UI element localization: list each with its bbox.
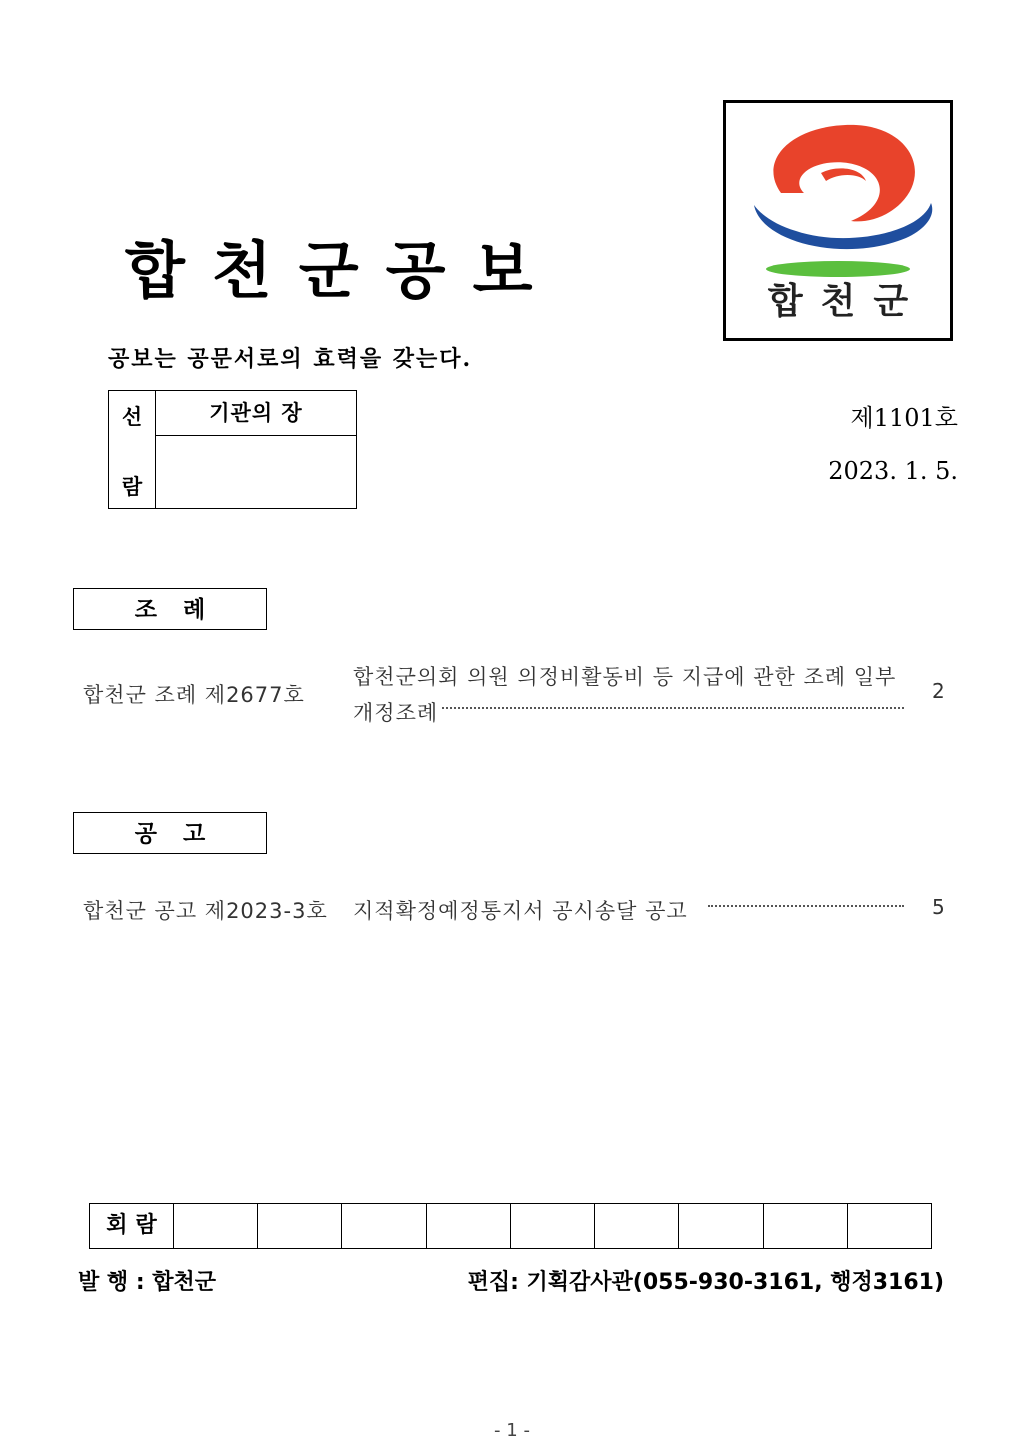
circulation-table: [89, 1203, 932, 1249]
ordinance-page: 2: [932, 679, 945, 703]
page-title: 합천군공보: [125, 234, 560, 307]
circulation-cell: [764, 1204, 848, 1248]
circulation-cell: [679, 1204, 763, 1248]
ordinance-title-line2: 개정조례: [353, 701, 439, 725]
circulation-cell: [342, 1204, 426, 1248]
issue-number: 제1101호: [850, 404, 958, 432]
notice-page: 5: [932, 895, 945, 919]
review-header: 기관의 장: [156, 391, 356, 436]
circulation-cell: [848, 1204, 931, 1248]
circulation-cell: [258, 1204, 342, 1248]
review-box: [108, 390, 357, 509]
county-logo: [723, 100, 953, 341]
ordinance-title-line1: 합천군의회 의원 의정비활동비 등 지급에 관한 조례 일부: [353, 665, 897, 689]
section-heading-ordinance: 조례: [73, 588, 267, 630]
page-number: - 1 -: [494, 1420, 530, 1441]
leader-dots: [708, 905, 904, 907]
notice-code: 합천군 공고 제2023-3호: [83, 899, 328, 923]
logo-text: 합천군: [767, 281, 927, 322]
editor-contact: 편집: 기획감사관(055-930-3161, 행정3161): [467, 1270, 944, 1295]
review-label-column: [109, 391, 156, 508]
review-label-bottom: 람: [121, 475, 143, 499]
circulation-label: 회람: [90, 1204, 174, 1248]
circulation-cell: [427, 1204, 511, 1248]
ordinance-code: 합천군 조례 제2677호: [83, 683, 305, 707]
issue-date: 2023. 1. 5.: [828, 457, 958, 485]
notice-title: 지적확정예정통지서 공시송달 공고: [353, 899, 688, 923]
leader-dots: [442, 707, 904, 709]
section-heading-notice: 공고: [73, 812, 267, 854]
circulation-cell: [174, 1204, 258, 1248]
publisher: 발 행 : 합천군: [78, 1270, 217, 1295]
circulation-cell: [511, 1204, 595, 1248]
review-label-top: 선: [121, 405, 143, 429]
circulation-cell: [595, 1204, 679, 1248]
county-emblem-icon: [726, 103, 950, 278]
subtitle: 공보는 공문서로의 효력을 갖는다.: [108, 346, 473, 372]
